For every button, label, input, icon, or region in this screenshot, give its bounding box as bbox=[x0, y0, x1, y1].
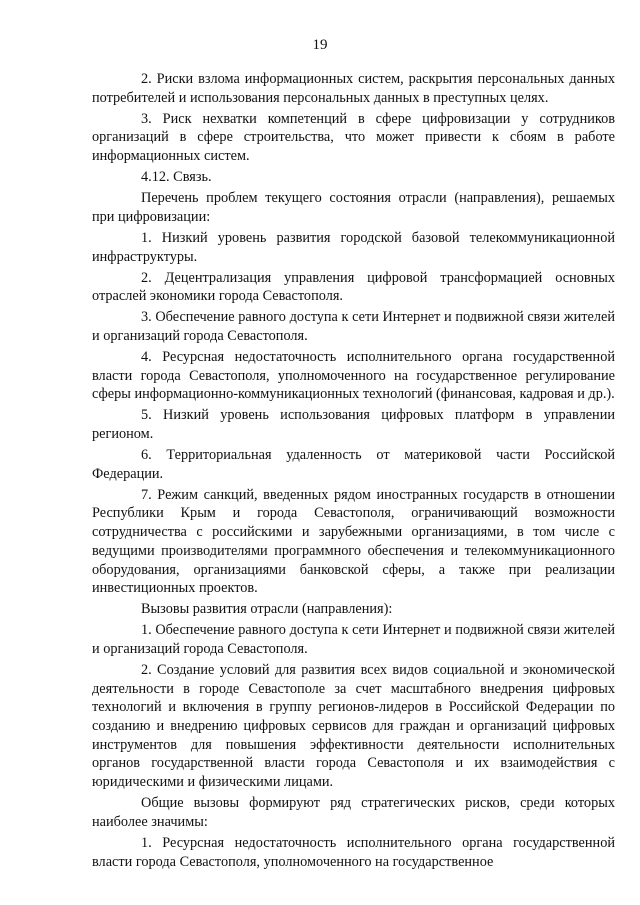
paragraph-strategic-risk-1: 1. Ресурсная недостаточность исполнительного органа государственной власти города Севастополя, уполномоченного на государственное bbox=[92, 834, 615, 870]
section-heading-4-12: 4.12. Связь. bbox=[141, 169, 212, 186]
paragraph-risks-intro: Общие вызовы формируют ряд стратегических рисков, среди которых наиболее значимы: bbox=[92, 795, 615, 830]
paragraph-challenge-1: 1. Обеспечение равного доступа к сети Интернет и подвижной связи жителей и организаций города Севастополя. bbox=[92, 622, 615, 657]
paragraph-problem-2: 2. Децентрализация управления цифровой трансформацией основных отраслей экономики города Севастополя. bbox=[92, 269, 615, 305]
paragraph-problem-3: 3. Обеспечение равного доступа к сети Интернет и подвижной связи жителей и организаций города Севастополя. bbox=[92, 309, 615, 344]
paragraph-problem-5: 5. Низкий уровень использования цифровых платформ в управлении регионом. bbox=[92, 407, 615, 443]
paragraph-problem-7: 7. Режим санкций, введенных рядом иностранных государств в отношении Республики Крым и города Севастополя, ограничивающий возможности сотрудничества с российскими и зарубежными организациями, в том числе с ведущими производителями программного обеспечения и телекоммуникационного оборудования, организациями банковской сферы, а также при реализации инвестиционных проектов. bbox=[92, 486, 615, 597]
paragraph-challenges-intro: Вызовы развития отрасли (направления): bbox=[141, 601, 393, 618]
paragraph-problems-intro: Перечень проблем текущего состояния отрасли (направления), решаемых при цифровизации: bbox=[92, 190, 615, 225]
page-number: 19 bbox=[312, 37, 328, 53]
paragraph-risk-3: 3. Риск нехватки компетенций в сфере цифровизации у сотрудников организаций в сфере строительства, что может привести к сбоям в работе информационных систем. bbox=[92, 110, 615, 165]
paragraph-problem-1: 1. Низкий уровень развития городской базовой телекоммуникационной инфраструктуры. bbox=[92, 229, 615, 265]
paragraph-challenge-2: 2. Создание условий для развития всех видов социальной и экономической деятельности в городе Севастополе за счет масштабного внедрения цифровых технологий и включения в группу регионов-лидеров в Российской Федерации по созданию и внедрению цифровых сервисов для граждан и организаций цифровых инструментов для повышения эффективности деятельности исполнительных органов государственной власти города Севастополя и их взаимодействия с юридическими и физическими лицами. bbox=[92, 661, 615, 791]
paragraph-risk-2: 2. Риски взлома информационных систем, раскрытия персональных данных потребителей и использования персональных данных в преступных целях. bbox=[92, 71, 615, 106]
document-body bbox=[92, 70, 615, 874]
paragraph-problem-6: 6. Территориальная удаленность от материковой части Российской Федерации. bbox=[92, 447, 615, 482]
paragraph-problem-4: 4. Ресурсная недостаточность исполнительного органа государственной власти города Севастополя, уполномоченного на государственное регулирование сферы информационно-коммуникационных технологий (финансовая, кадровая и др.). bbox=[92, 348, 615, 403]
